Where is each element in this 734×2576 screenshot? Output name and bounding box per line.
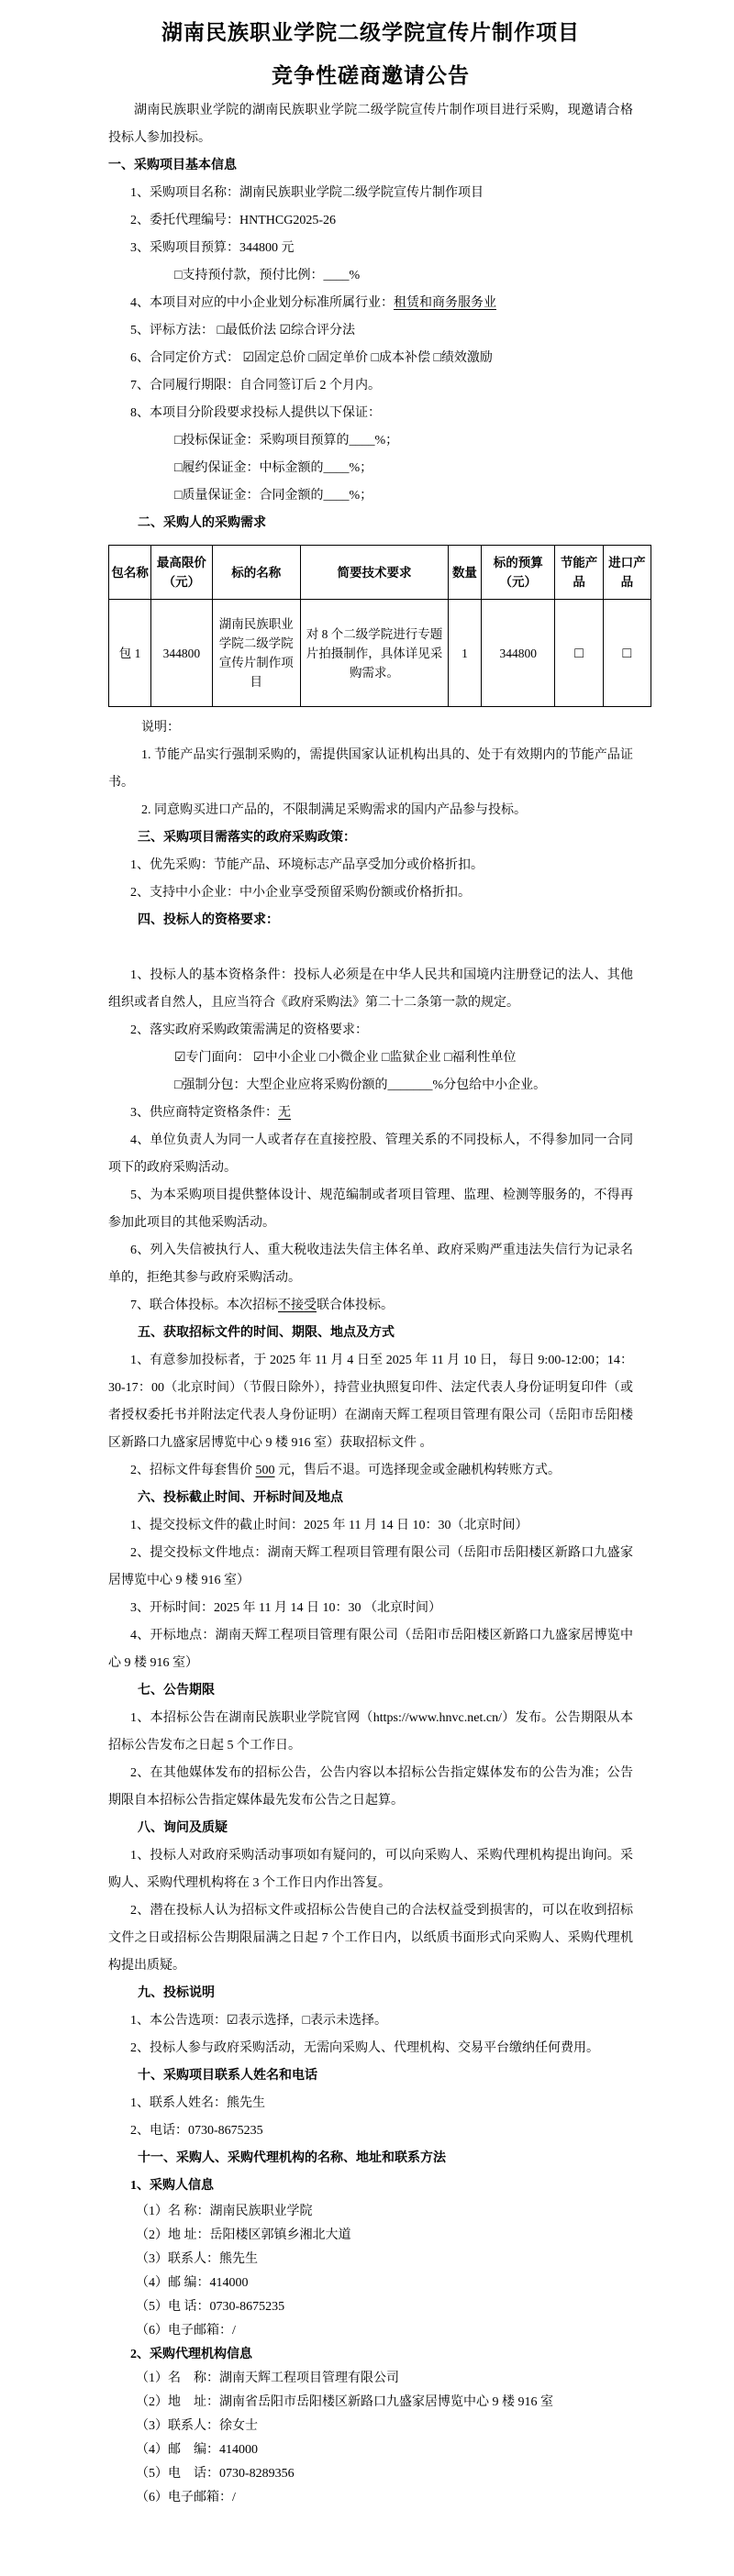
text-segment: 元，售后不退。可选择现金或金融机构转账方式。	[274, 1464, 561, 1477]
doc-line	[108, 1072, 633, 1100]
text-segment: 六、投标截止时间、开标时间及地点	[138, 1491, 343, 1505]
text-segment: 1、有意参加投标者，于 2025 年 11 月 4 日至 2025 年 11 月 10 日， 每日 9:00-12:00；14：30-17：00（北京时间）（节假日除外），持营业执照复印件、法定代表人身份证明复印件（或者授权委托书并附法定代表人身份证明）在湖南天辉工程项目管理有限公司（岳阳市岳阳楼区新路口九盛家居博览中心 9 楼 916 室）获取招标文件 。	[108, 1354, 633, 1450]
doc-line	[108, 1292, 633, 1320]
doc-line	[108, 2319, 633, 2343]
text-segment: 3、开标时间：2025 年 11 月 14 日 10：30 （北京时间）	[130, 1601, 441, 1615]
text-segment: □投标保证金：采购项目预算的____%；	[174, 434, 399, 448]
text-segment: 2、委托代理编号：HNTHCG2025-26	[130, 214, 336, 227]
text-segment: 说明：	[141, 721, 180, 735]
page-subtitle: 竞争性磋商邀请公告	[272, 64, 470, 87]
text-segment: 4、单位负责人为同一人或者存在直接控股、管理关系的不同投标人，不得参加同一合同项下的政府采购活动。	[108, 1133, 633, 1175]
table-header-row	[109, 546, 651, 600]
doc-line	[108, 2391, 633, 2415]
text-segment: 2、支持中小企业：中小企业享受预留采购份额或价格折扣。	[130, 886, 471, 900]
doc-line	[108, 1512, 633, 1540]
doc-line	[108, 742, 633, 797]
section-9-heading	[108, 1980, 633, 2007]
text-segment: 2、潜在投标人认为招标文件或招标公告使自己的合法权益受到损害的，可以在收到招标文件之日或招标公告期限届满之日起 7 个工作日内，以纸质书面形式向采购人、采购代理机构提出质疑。	[108, 1904, 633, 1973]
doc-line	[108, 1897, 633, 1980]
text-segment: 湖南民族职业学院的湖南民族职业学院二级学院宣传片制作项目进行采购，现邀请合格投标人参加投标。	[108, 104, 633, 145]
doc-line	[108, 345, 633, 372]
text-segment: 3、采购项目预算：344800 元	[130, 241, 295, 255]
doc-line	[108, 879, 633, 907]
text-segment: 2. 同意购买进口产品的，不限制满足采购需求的国内产品参与投标。	[141, 803, 527, 817]
doc-line	[108, 1182, 633, 1237]
doc-line	[108, 2415, 633, 2438]
text-segment: □强制分包：大型企业应将采购份额的_______%分包给中小企业。	[174, 1078, 547, 1092]
text-segment: 1. 节能产品实行强制采购的，需提供国家认证机构出具的、处于有效期内的节能产品证书。	[108, 748, 633, 790]
text-segment: 十、采购项目联系人姓名和电话	[138, 2069, 317, 2083]
section-11-heading	[108, 2145, 633, 2172]
text-segment: （4）邮 编：414000	[136, 2443, 258, 2457]
doc-line	[108, 852, 633, 879]
text-segment: 4、本项目对应的中小企业划分标准所属行业：	[130, 296, 394, 310]
doc-line	[108, 1705, 633, 1760]
text-segment: 二、采购人的采购需求	[138, 516, 266, 530]
text-segment: 1、投标人的基本资格条件：投标人必须是在中华人民共和国境内注册登记的法人、其他组织或者自然人，且应当符合《政府采购法》第二十二条第一款的规定。	[108, 968, 633, 1010]
doc-line	[108, 962, 633, 1017]
text-segment: （4）邮 编：414000	[136, 2276, 249, 2290]
text-segment: （5）电 话：0730-8675235	[136, 2300, 285, 2314]
text-segment: 1、优先采购：节能产品、环境标志产品享受加分或价格折扣。	[130, 858, 484, 872]
text-segment: 1、提交投标文件的截止时间：2025 年 11 月 14 日 10：30（北京时间）	[130, 1519, 528, 1532]
underlined-text: 不接受	[278, 1299, 317, 1312]
doc-line	[108, 400, 633, 427]
text-segment: （1）名 称：湖南民族职业学院	[136, 2205, 313, 2218]
doc-line	[108, 2090, 633, 2117]
text-segment: 2、落实政府采购政策需满足的资格要求：	[130, 1023, 368, 1037]
text-segment: 八、询问及质疑	[138, 1821, 228, 1835]
section-10-heading	[108, 2062, 633, 2090]
text-segment: 2、投标人参与政府采购活动，无需向采购人、代理机构、交易平台缴纳任何费用。	[130, 2041, 599, 2055]
doc-line	[108, 317, 633, 345]
procurement-requirements-table	[108, 545, 651, 707]
section-5-heading	[108, 1320, 633, 1347]
doc-line	[108, 2224, 633, 2248]
agency-info-heading	[108, 2343, 633, 2367]
doc-line	[108, 2007, 633, 2035]
doc-line	[108, 1347, 633, 1457]
doc-line	[108, 262, 633, 290]
purchaser-info-heading	[108, 2172, 633, 2200]
text-segment: □履约保证金：中标金额的____%；	[174, 461, 373, 475]
text-segment: 2、电话：0730-8675235	[130, 2124, 263, 2138]
col-tech-requirement: 简要技术要求	[301, 546, 449, 600]
doc-line	[108, 482, 633, 510]
underlined-text: 无	[278, 1106, 291, 1120]
text-segment: 2、提交投标文件地点：湖南天辉工程项目管理有限公司（岳阳市岳阳楼区新路口九盛家居博览中心 9 楼 916 室）	[108, 1546, 633, 1587]
text-segment: ☑专门面向： ☑中小企业 □小微企业 □监狱企业 □福利性单位	[174, 1051, 517, 1065]
text-segment: 4、开标地点：湖南天辉工程项目管理有限公司（岳阳市岳阳楼区新路口九盛家居博览中心 9 楼 916 室）	[108, 1629, 633, 1670]
text-segment: 三、采购项目需落实的政府采购政策：	[138, 831, 356, 845]
doc-line	[108, 1595, 633, 1622]
cell-quantity: 1	[448, 600, 481, 707]
section-6-heading	[108, 1485, 633, 1512]
text-segment: 九、投标说明	[138, 1986, 215, 2000]
text-segment: （6）电子邮箱：/	[136, 2491, 236, 2504]
text-segment: 1、本招标公告在湖南民族职业学院官网（https://www.hnvc.net.cn/）发布。公告期限从本招标公告发布之日起 5 个工作日。	[108, 1711, 633, 1752]
cell-tech-requirement: 对 8 个二级学院进行专题片拍摄制作，具体详见采购需求。	[301, 600, 449, 707]
text-segment: 7、合同履行期限：自合同签订后 2 个月内。	[130, 379, 381, 392]
col-budget: 标的预算（元）	[482, 546, 555, 600]
col-subject-name: 标的名称	[212, 546, 300, 600]
doc-line	[108, 2117, 633, 2145]
text-segment: 1、投标人对政府采购活动事项如有疑问的，可以向采购人、采购代理机构提出询问。采购人、采购代理机构将在 3 个工作日内作出答复。	[108, 1849, 633, 1890]
underlined-text: 租赁和商务服务业	[394, 296, 496, 310]
doc-line	[108, 455, 633, 482]
text-segment: （2）地 址：岳阳楼区郭镇乡湘北大道	[136, 2228, 351, 2242]
doc-line	[108, 427, 633, 455]
section-1-heading	[108, 152, 633, 180]
text-segment: 5、为本采购项目提供整体设计、规范编制或者项目管理、监理、检测等服务的，不得再参加此项目的其他采购活动。	[108, 1188, 633, 1230]
cell-max-price: 344800	[151, 600, 212, 707]
text-segment: 3、供应商特定资格条件：	[130, 1106, 278, 1120]
text-segment: 1、采购项目名称：湖南民族职业学院二级学院宣传片制作项目	[130, 186, 484, 200]
blank-line	[108, 934, 633, 962]
underlined-text: 500	[255, 1464, 275, 1477]
doc-line	[108, 1842, 633, 1897]
doc-line	[108, 180, 633, 207]
page-title: 湖南民族职业学院二级学院宣传片制作项目	[161, 21, 580, 44]
text-segment: 十一、采购人、采购代理机构的名称、地址和联系方法	[138, 2151, 446, 2165]
text-segment: （3）联系人：熊先生	[136, 2252, 258, 2266]
doc-line	[108, 235, 633, 262]
cell-package-name: 包 1	[109, 600, 151, 707]
doc-line	[108, 1622, 633, 1677]
doc-line	[108, 2200, 633, 2224]
table-row	[109, 600, 651, 707]
content-after-table	[108, 714, 633, 2510]
text-segment: 一、采购项目基本信息	[108, 159, 237, 172]
section-7-heading	[108, 1677, 633, 1705]
col-quantity: 数量	[448, 546, 481, 600]
text-segment: 2、在其他媒体发布的招标公告，公告内容以本招标公告指定媒体发布的公告为准；公告期限自本招标公告指定媒体最先发布公告之日起算。	[108, 1766, 633, 1808]
text-segment: 五、获取招标文件的时间、期限、地点及方式	[138, 1326, 395, 1340]
doc-line	[108, 2295, 633, 2319]
text-segment: （2）地 址：湖南省岳阳市岳阳楼区新路口九盛家居博览中心 9 楼 916 室	[136, 2395, 553, 2409]
section-8-heading	[108, 1815, 633, 1842]
doc-line	[108, 2438, 633, 2462]
text-segment: 6、列入失信被执行人、重大税收违法失信主体名单、政府采购严重违法失信行为记录名单的，拒绝其参与政府采购活动。	[108, 1244, 633, 1285]
text-segment: 联合体投标。	[317, 1299, 394, 1312]
doc-line	[108, 2486, 633, 2510]
import-product-checkbox: □	[603, 600, 651, 707]
text-segment: 1、联系人姓名：熊先生	[130, 2096, 265, 2110]
doc-line	[108, 2462, 633, 2486]
col-package-name: 包名称	[109, 546, 151, 600]
doc-line	[108, 797, 633, 824]
doc-line	[108, 1457, 633, 1485]
doc-line	[108, 1045, 633, 1072]
intro-paragraph	[108, 97, 633, 152]
doc-line	[108, 714, 633, 742]
text-segment: 四、投标人的资格要求：	[138, 913, 279, 927]
doc-line	[108, 372, 633, 400]
doc-line	[108, 1100, 633, 1127]
doc-line	[108, 1540, 633, 1595]
doc-line	[108, 1017, 633, 1045]
col-energy-product: 节能产品	[555, 546, 603, 600]
text-segment: （3）联系人：徐女士	[136, 2419, 258, 2433]
doc-line	[108, 1760, 633, 1815]
section-3-heading	[108, 824, 633, 852]
doc-line	[108, 207, 633, 235]
cell-subject-name: 湖南民族职业学院二级学院宣传片制作项目	[212, 600, 300, 707]
col-max-price: 最高限价（元）	[151, 546, 212, 600]
text-segment: □质量保证金：合同金额的____%；	[174, 489, 373, 503]
text-segment: 1、采购人信息	[130, 2179, 214, 2193]
section-4-heading	[108, 907, 633, 934]
text-segment: 7、联合体投标。本次招标	[130, 1299, 278, 1312]
text-segment: 1、本公告选项：☑表示选择，□表示未选择。	[130, 2014, 388, 2028]
text-segment: □支持预付款，预付比例：____%	[174, 269, 361, 282]
energy-product-checkbox: □	[555, 600, 603, 707]
doc-line	[108, 1127, 633, 1182]
col-import-product: 进口产品	[603, 546, 651, 600]
doc-line	[108, 2367, 633, 2391]
text-segment: 5、评标方法： □最低价法 ☑综合评分法	[130, 324, 356, 337]
text-segment: 8、本项目分阶段要求投标人提供以下保证：	[130, 406, 381, 420]
content-before-table	[108, 97, 633, 537]
section-2-heading	[108, 510, 633, 537]
doc-line	[108, 1237, 633, 1292]
doc-line	[108, 2035, 633, 2062]
cell-budget: 344800	[482, 600, 555, 707]
text-segment: 七、公告期限	[138, 1684, 215, 1697]
doc-line	[108, 290, 633, 317]
text-segment: 6、合同定价方式： ☑固定总价 □固定单价 □成本补偿 □绩效激励	[130, 351, 493, 365]
text-segment: 2、招标文件每套售价	[130, 1464, 256, 1477]
doc-line	[108, 2248, 633, 2272]
text-segment: （6）电子邮箱：/	[136, 2324, 236, 2338]
doc-line	[108, 2272, 633, 2295]
text-segment: （1）名 称：湖南天辉工程项目管理有限公司	[136, 2371, 399, 2385]
text-segment: 2、采购代理机构信息	[130, 2348, 252, 2361]
text-segment: （5）电 话：0730-8289356	[136, 2467, 295, 2481]
